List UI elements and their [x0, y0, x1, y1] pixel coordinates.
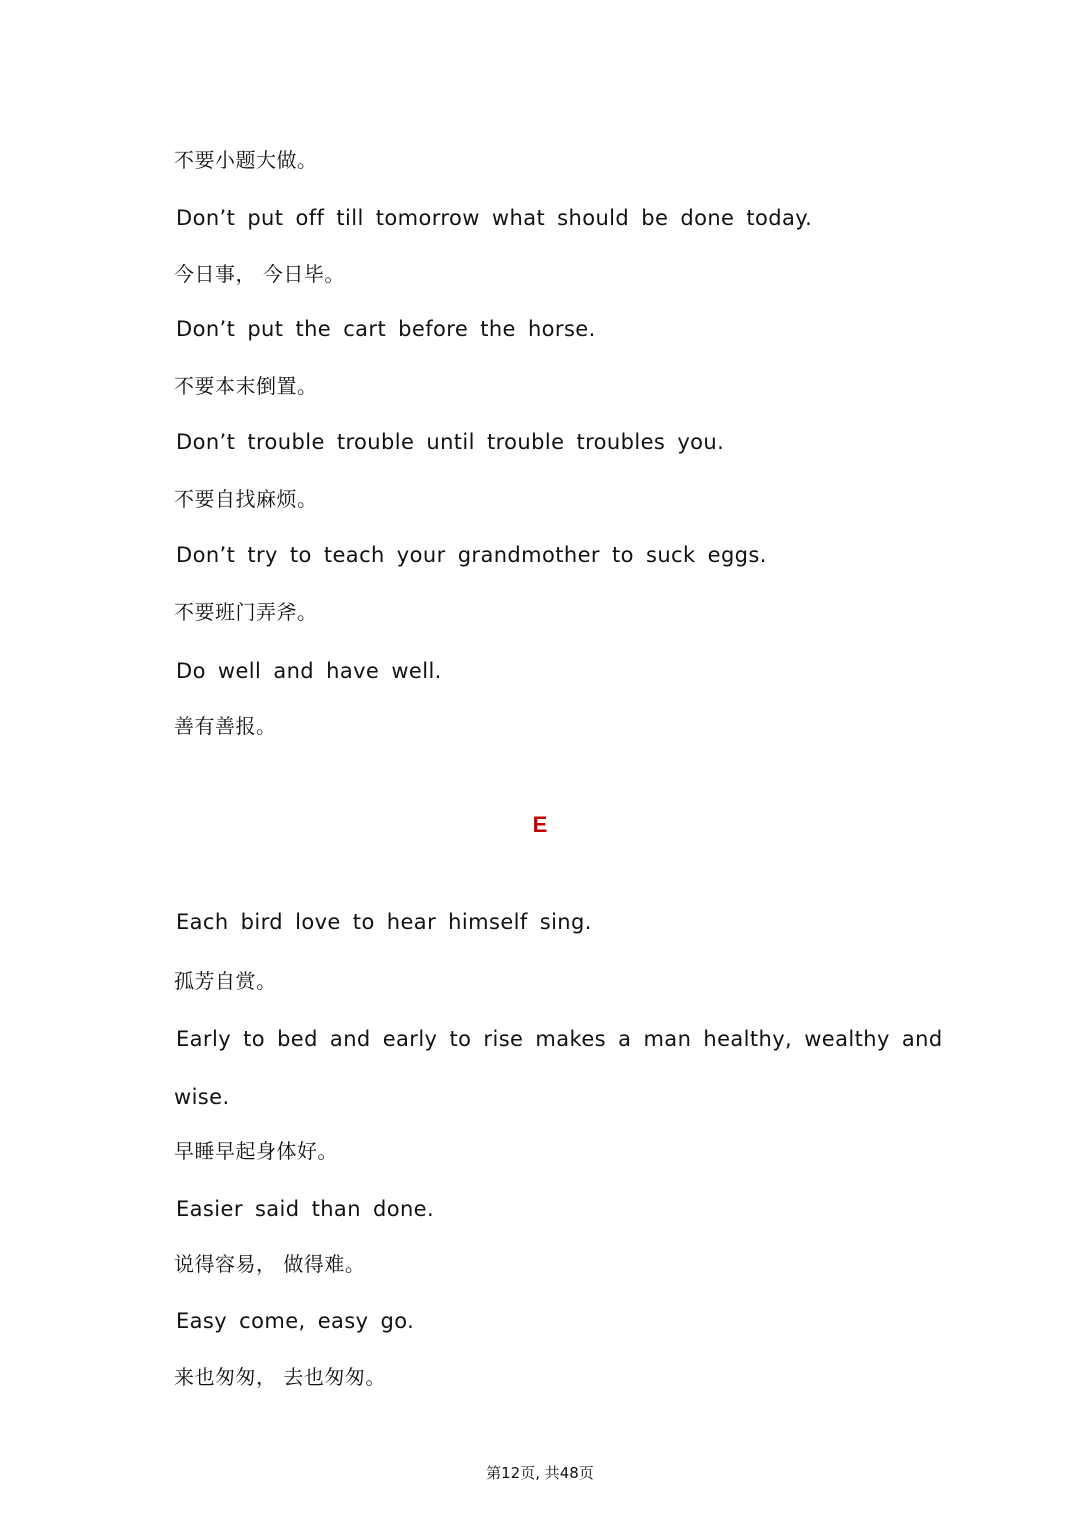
proverb-english: Don’t try to teach your grandmother to suck eggs. [176, 543, 767, 567]
proverb-english: Early to bed and early to rise makes a man healthy, wealthy and [176, 1027, 943, 1051]
proverb-translation: 今日事， 今日毕。 [174, 262, 345, 286]
proverb-translation: 来也匆匆， 去也匆匆。 [174, 1365, 386, 1389]
proverb-translation: 善有善报。 [174, 714, 277, 738]
proverb-english: Each bird love to hear himself sing. [176, 910, 592, 934]
proverb-english: Do well and have well. [176, 659, 442, 683]
proverb-english: Don’t put off till tomorrow what should be done today. [176, 206, 813, 230]
proverb-english: Don’t trouble trouble until trouble troubles you. [176, 430, 725, 454]
proverb-translation: 不要自找麻烦。 [174, 487, 318, 511]
proverb-translation: 不要班门弄斧。 [174, 600, 318, 624]
proverb-translation: 说得容易， 做得难。 [174, 1252, 366, 1276]
page-number: 第12页, 共48页 [486, 1464, 594, 1482]
proverb-english-continued: wise. [174, 1085, 230, 1109]
proverb-english: Easier said than done. [176, 1197, 435, 1221]
proverb-translation: 早睡早起身体好。 [174, 1139, 338, 1163]
proverb-translation: 不要本末倒置。 [174, 374, 318, 398]
proverb-english: Easy come, easy go. [176, 1309, 415, 1333]
proverb-english: Don’t put the cart before the horse. [176, 317, 596, 341]
proverb-translation: 不要小题大做。 [174, 148, 318, 172]
section-heading: E [532, 812, 548, 837]
proverb-translation: 孤芳自赏。 [174, 969, 277, 993]
